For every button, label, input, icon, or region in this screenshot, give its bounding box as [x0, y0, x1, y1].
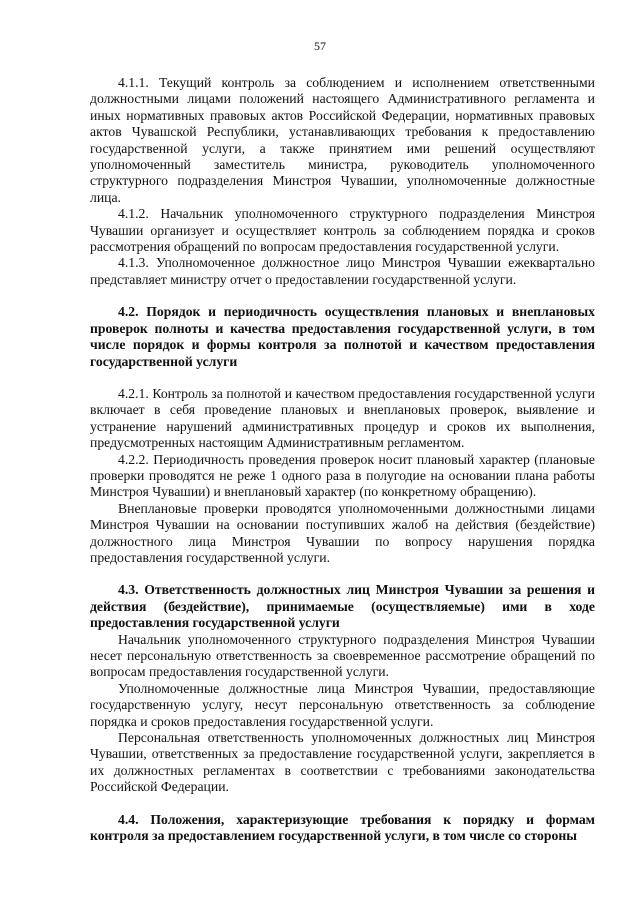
page-number: 57: [314, 39, 326, 53]
section-heading-4-4: 4.4. Положения, характеризующие требования к порядку и формам контроля за предоставлением государственной услуги, в том числе со стороны: [90, 811, 595, 844]
document-body: [90, 75, 595, 844]
paragraph-head-responsibility: Начальник уполномоченного структурного подразделения Минстроя Чувашии несет персональную ответственность за своевременное рассмотрение обращений по вопросам предоставления государственной услуги.: [90, 631, 595, 680]
section-heading-4-2: 4.2. Порядок и периодичность осуществления плановых и внеплановых проверок полноты и качества предоставления государственной услуги, в том числе порядок и формы контроля за полнотой и качеством предоставления государственной услуги: [90, 304, 595, 369]
paragraph-officials-responsibility: Уполномоченные должностные лица Минстроя Чувашии, предоставляющие государственную услугу, несут персональную ответственность за соблюдение порядка и сроков предоставления государственной услуги.: [90, 680, 595, 729]
section-heading-4-3: 4.3. Ответственность должностных лиц Минстроя Чувашии за решения и действия (бездействие), принимаемые (осуществляемые) ими в ходе предоставления государственной услуги: [90, 582, 595, 631]
paragraph-4-2-1: 4.2.1. Контроль за полнотой и качеством предоставления государственной услуги включает в себя проведение плановых и внеплановых проверок, выявление и устранение нарушений административных процедур и сроков их выполнения, предусмотренных настоящим Административным регламентом.: [90, 385, 595, 451]
paragraph-4-1-3: 4.1.3. Уполномоченное должностное лицо Минстроя Чувашии ежеквартально представляет министру отчет о предоставлении государственной услуги.: [90, 255, 595, 287]
paragraph-4-1-1: 4.1.1. Текущий контроль за соблюдением и исполнением ответственными должностными лицами положений настоящего Административного регламента и иных нормативных правовых актов Российской Федерации, нормативных правовых актов Чувашской Республики, устанавливающих требования к предоставлению государственной услуги, а также принятием ими решений осуществляют уполномоченный заместитель министра, руководитель уполномоченного структурного подразделения Минстроя Чувашии, уполномоченные должностные лица.: [90, 75, 595, 205]
paragraph-4-2-2: 4.2.2. Периодичность проведения проверок носит плановый характер (плановые проверки проводятся не реже 1 одного раза в полугодие на основании плана работы Минстроя Чувашии) и внеплановый характер (по конкретному обращению).: [90, 451, 595, 500]
paragraph-unscheduled-checks: Внеплановые проверки проводятся уполномоченными должностными лицами Минстроя Чувашии на основании поступивших жалоб на действия (бездействие) должностного лица Минстроя Чувашии по вопросу нарушения порядка предоставления государственной услуги.: [90, 500, 595, 565]
paragraph-personal-responsibility: Персональная ответственность уполномоченных должностных лиц Минстроя Чувашии, ответственных за предоставление государственной услуги, закрепляется в их должностных регламентах в соответствии с требованиями законодательства Российской Федерации.: [90, 730, 595, 795]
paragraph-4-1-2: 4.1.2. Начальник уполномоченного структурного подразделения Минстроя Чувашии организует и осуществляет контроль за соблюдением порядка и сроков рассмотрения обращений по вопросам предоставления государственной услуги.: [90, 206, 595, 255]
